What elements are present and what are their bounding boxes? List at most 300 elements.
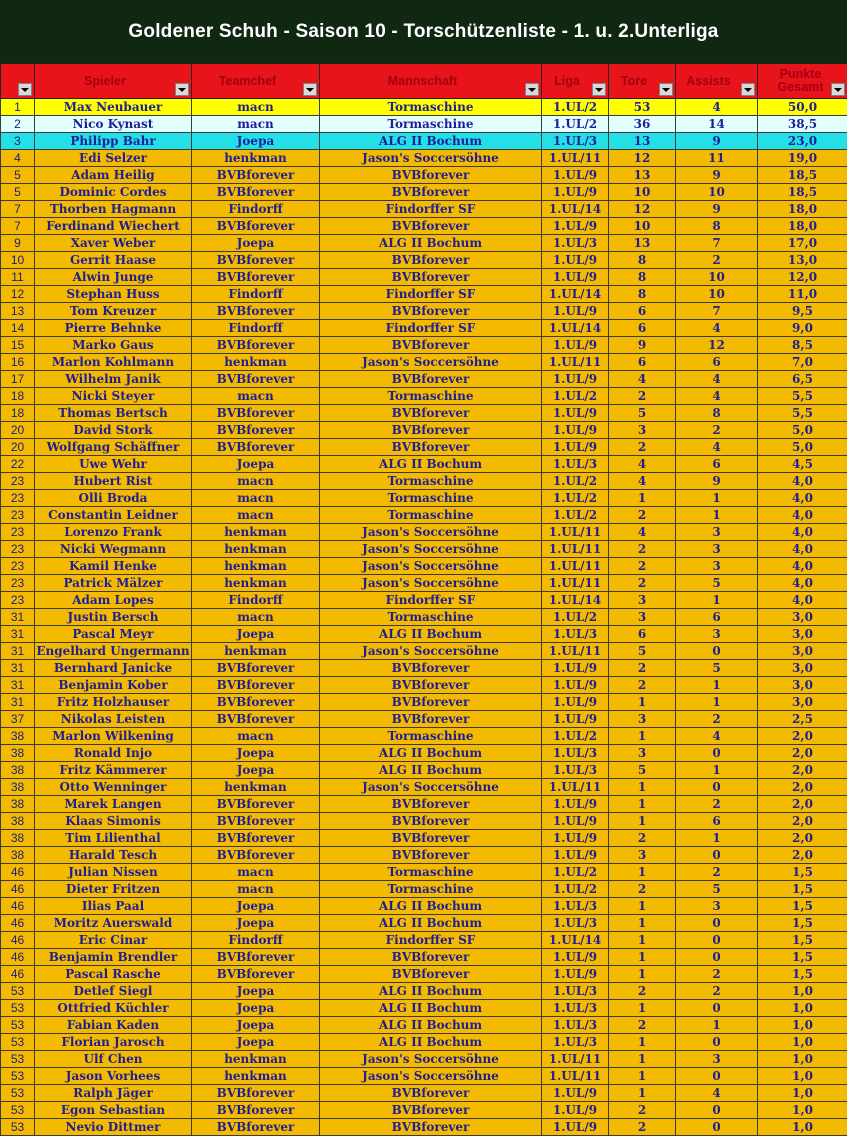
cell-rank[interactable]: 46 bbox=[1, 932, 35, 949]
cell-rank[interactable]: 38 bbox=[1, 813, 35, 830]
cell-points[interactable]: 2,0 bbox=[758, 728, 847, 745]
cell-league[interactable]: 1.UL/2 bbox=[542, 473, 609, 490]
cell-team[interactable]: Tormaschine bbox=[320, 116, 542, 133]
cell-player[interactable]: Ilias Paal bbox=[35, 898, 192, 915]
cell-player[interactable]: Nicki Steyer bbox=[35, 388, 192, 405]
cell-assists[interactable]: 10 bbox=[676, 269, 758, 286]
cell-team[interactable]: BVBforever bbox=[320, 252, 542, 269]
cell-player[interactable]: David Stork bbox=[35, 422, 192, 439]
cell-player[interactable]: Pierre Behnke bbox=[35, 320, 192, 337]
cell-points[interactable]: 4,0 bbox=[758, 558, 847, 575]
cell-assists[interactable]: 0 bbox=[676, 915, 758, 932]
cell-points[interactable]: 5,0 bbox=[758, 422, 847, 439]
cell-player[interactable]: Fabian Kaden bbox=[35, 1017, 192, 1034]
cell-team[interactable]: Findorffer SF bbox=[320, 201, 542, 218]
cell-assists[interactable]: 0 bbox=[676, 1034, 758, 1051]
cell-rank[interactable]: 23 bbox=[1, 592, 35, 609]
cell-points[interactable]: 1,5 bbox=[758, 932, 847, 949]
cell-points[interactable]: 1,5 bbox=[758, 966, 847, 983]
cell-player[interactable]: Kamil Henke bbox=[35, 558, 192, 575]
cell-player[interactable]: Ronald Injo bbox=[35, 745, 192, 762]
cell-team[interactable]: BVBforever bbox=[320, 1102, 542, 1119]
cell-coach[interactable]: Joepa bbox=[192, 456, 320, 473]
cell-league[interactable]: 1.UL/14 bbox=[542, 286, 609, 303]
cell-coach[interactable]: BVBforever bbox=[192, 1102, 320, 1119]
cell-goals[interactable]: 2 bbox=[609, 541, 676, 558]
cell-coach[interactable]: Joepa bbox=[192, 235, 320, 252]
cell-assists[interactable]: 0 bbox=[676, 779, 758, 796]
cell-league[interactable]: 1.UL/3 bbox=[542, 745, 609, 762]
cell-coach[interactable]: BVBforever bbox=[192, 949, 320, 966]
cell-assists[interactable]: 3 bbox=[676, 558, 758, 575]
cell-goals[interactable]: 5 bbox=[609, 762, 676, 779]
cell-points[interactable]: 7,0 bbox=[758, 354, 847, 371]
filter-dropdown-icon[interactable] bbox=[592, 83, 606, 96]
cell-rank[interactable]: 1 bbox=[1, 99, 35, 116]
cell-team[interactable]: Jason's Soccersöhne bbox=[320, 541, 542, 558]
cell-assists[interactable]: 6 bbox=[676, 609, 758, 626]
cell-player[interactable]: Stephan Huss bbox=[35, 286, 192, 303]
cell-goals[interactable]: 1 bbox=[609, 864, 676, 881]
cell-player[interactable]: Xaver Weber bbox=[35, 235, 192, 252]
cell-assists[interactable]: 3 bbox=[676, 524, 758, 541]
cell-points[interactable]: 2,0 bbox=[758, 813, 847, 830]
cell-player[interactable]: Florian Jarosch bbox=[35, 1034, 192, 1051]
cell-team[interactable]: ALG II Bochum bbox=[320, 456, 542, 473]
cell-team[interactable]: Jason's Soccersöhne bbox=[320, 524, 542, 541]
cell-points[interactable]: 1,5 bbox=[758, 881, 847, 898]
cell-league[interactable]: 1.UL/3 bbox=[542, 1034, 609, 1051]
cell-team[interactable]: BVBforever bbox=[320, 847, 542, 864]
cell-team[interactable]: BVBforever bbox=[320, 439, 542, 456]
cell-team[interactable]: BVBforever bbox=[320, 830, 542, 847]
cell-points[interactable]: 8,5 bbox=[758, 337, 847, 354]
cell-team[interactable]: ALG II Bochum bbox=[320, 133, 542, 150]
cell-goals[interactable]: 2 bbox=[609, 830, 676, 847]
cell-team[interactable]: Jason's Soccersöhne bbox=[320, 643, 542, 660]
cell-assists[interactable]: 6 bbox=[676, 354, 758, 371]
cell-team[interactable]: Tormaschine bbox=[320, 728, 542, 745]
cell-team[interactable]: Tormaschine bbox=[320, 388, 542, 405]
cell-goals[interactable]: 6 bbox=[609, 303, 676, 320]
cell-coach[interactable]: BVBforever bbox=[192, 711, 320, 728]
cell-rank[interactable]: 9 bbox=[1, 235, 35, 252]
cell-assists[interactable]: 8 bbox=[676, 405, 758, 422]
cell-points[interactable]: 23,0 bbox=[758, 133, 847, 150]
cell-goals[interactable]: 6 bbox=[609, 320, 676, 337]
cell-goals[interactable]: 1 bbox=[609, 898, 676, 915]
cell-goals[interactable]: 12 bbox=[609, 201, 676, 218]
cell-league[interactable]: 1.UL/9 bbox=[542, 677, 609, 694]
cell-league[interactable]: 1.UL/2 bbox=[542, 99, 609, 116]
cell-points[interactable]: 38,5 bbox=[758, 116, 847, 133]
cell-team[interactable]: Tormaschine bbox=[320, 864, 542, 881]
cell-goals[interactable]: 6 bbox=[609, 354, 676, 371]
cell-player[interactable]: Justin Bersch bbox=[35, 609, 192, 626]
cell-assists[interactable]: 14 bbox=[676, 116, 758, 133]
cell-team[interactable]: BVBforever bbox=[320, 184, 542, 201]
cell-goals[interactable]: 8 bbox=[609, 269, 676, 286]
cell-rank[interactable]: 10 bbox=[1, 252, 35, 269]
cell-coach[interactable]: macn bbox=[192, 728, 320, 745]
cell-coach[interactable]: macn bbox=[192, 609, 320, 626]
cell-team[interactable]: BVBforever bbox=[320, 218, 542, 235]
cell-team[interactable]: ALG II Bochum bbox=[320, 1034, 542, 1051]
cell-rank[interactable]: 53 bbox=[1, 1068, 35, 1085]
cell-league[interactable]: 1.UL/14 bbox=[542, 201, 609, 218]
cell-points[interactable]: 2,0 bbox=[758, 796, 847, 813]
cell-goals[interactable]: 3 bbox=[609, 745, 676, 762]
filter-dropdown-icon[interactable] bbox=[525, 83, 539, 96]
cell-player[interactable]: Ottfried Küchler bbox=[35, 1000, 192, 1017]
cell-points[interactable]: 1,0 bbox=[758, 1068, 847, 1085]
cell-coach[interactable]: macn bbox=[192, 388, 320, 405]
cell-assists[interactable]: 8 bbox=[676, 218, 758, 235]
cell-rank[interactable]: 31 bbox=[1, 626, 35, 643]
cell-player[interactable]: Fritz Kämmerer bbox=[35, 762, 192, 779]
cell-assists[interactable]: 3 bbox=[676, 1051, 758, 1068]
cell-league[interactable]: 1.UL/9 bbox=[542, 337, 609, 354]
cell-goals[interactable]: 53 bbox=[609, 99, 676, 116]
cell-league[interactable]: 1.UL/11 bbox=[542, 558, 609, 575]
cell-rank[interactable]: 31 bbox=[1, 694, 35, 711]
cell-coach[interactable]: Joepa bbox=[192, 1034, 320, 1051]
cell-points[interactable]: 18,5 bbox=[758, 184, 847, 201]
cell-player[interactable]: Marko Gaus bbox=[35, 337, 192, 354]
cell-player[interactable]: Ulf Chen bbox=[35, 1051, 192, 1068]
cell-rank[interactable]: 23 bbox=[1, 473, 35, 490]
cell-team[interactable]: Jason's Soccersöhne bbox=[320, 1051, 542, 1068]
cell-assists[interactable]: 4 bbox=[676, 99, 758, 116]
cell-league[interactable]: 1.UL/9 bbox=[542, 949, 609, 966]
cell-team[interactable]: BVBforever bbox=[320, 1119, 542, 1136]
cell-league[interactable]: 1.UL/9 bbox=[542, 847, 609, 864]
cell-team[interactable]: BVBforever bbox=[320, 1085, 542, 1102]
filter-dropdown-icon[interactable] bbox=[175, 83, 189, 96]
cell-points[interactable]: 5,0 bbox=[758, 439, 847, 456]
cell-coach[interactable]: BVBforever bbox=[192, 660, 320, 677]
cell-team[interactable]: ALG II Bochum bbox=[320, 235, 542, 252]
cell-points[interactable]: 1,0 bbox=[758, 983, 847, 1000]
cell-goals[interactable]: 4 bbox=[609, 473, 676, 490]
cell-player[interactable]: Bernhard Janicke bbox=[35, 660, 192, 677]
cell-goals[interactable]: 1 bbox=[609, 779, 676, 796]
cell-league[interactable]: 1.UL/9 bbox=[542, 1102, 609, 1119]
cell-assists[interactable]: 1 bbox=[676, 677, 758, 694]
cell-team[interactable]: Jason's Soccersöhne bbox=[320, 779, 542, 796]
cell-league[interactable]: 1.UL/3 bbox=[542, 898, 609, 915]
cell-player[interactable]: Julian Nissen bbox=[35, 864, 192, 881]
cell-rank[interactable]: 46 bbox=[1, 881, 35, 898]
cell-goals[interactable]: 2 bbox=[609, 575, 676, 592]
cell-rank[interactable]: 18 bbox=[1, 388, 35, 405]
cell-league[interactable]: 1.UL/11 bbox=[542, 1068, 609, 1085]
cell-rank[interactable]: 46 bbox=[1, 966, 35, 983]
cell-coach[interactable]: BVBforever bbox=[192, 813, 320, 830]
cell-league[interactable]: 1.UL/9 bbox=[542, 252, 609, 269]
cell-points[interactable]: 3,0 bbox=[758, 660, 847, 677]
cell-points[interactable]: 1,5 bbox=[758, 864, 847, 881]
cell-assists[interactable]: 0 bbox=[676, 1102, 758, 1119]
cell-coach[interactable]: Joepa bbox=[192, 1017, 320, 1034]
cell-rank[interactable]: 31 bbox=[1, 643, 35, 660]
cell-league[interactable]: 1.UL/9 bbox=[542, 184, 609, 201]
cell-rank[interactable]: 31 bbox=[1, 677, 35, 694]
cell-league[interactable]: 1.UL/2 bbox=[542, 507, 609, 524]
cell-rank[interactable]: 15 bbox=[1, 337, 35, 354]
cell-team[interactable]: BVBforever bbox=[320, 796, 542, 813]
cell-goals[interactable]: 1 bbox=[609, 1000, 676, 1017]
cell-league[interactable]: 1.UL/9 bbox=[542, 830, 609, 847]
cell-rank[interactable]: 13 bbox=[1, 303, 35, 320]
cell-assists[interactable]: 0 bbox=[676, 643, 758, 660]
cell-assists[interactable]: 3 bbox=[676, 541, 758, 558]
filter-dropdown-icon[interactable] bbox=[741, 83, 755, 96]
cell-player[interactable]: Adam Lopes bbox=[35, 592, 192, 609]
cell-player[interactable]: Adam Heilig bbox=[35, 167, 192, 184]
cell-assists[interactable]: 1 bbox=[676, 762, 758, 779]
cell-player[interactable]: Marek Langen bbox=[35, 796, 192, 813]
cell-rank[interactable]: 46 bbox=[1, 949, 35, 966]
cell-rank[interactable]: 23 bbox=[1, 541, 35, 558]
cell-team[interactable]: Tormaschine bbox=[320, 99, 542, 116]
cell-goals[interactable]: 2 bbox=[609, 1102, 676, 1119]
cell-team[interactable]: BVBforever bbox=[320, 167, 542, 184]
cell-league[interactable]: 1.UL/2 bbox=[542, 864, 609, 881]
cell-player[interactable]: Eric Cinar bbox=[35, 932, 192, 949]
cell-league[interactable]: 1.UL/9 bbox=[542, 405, 609, 422]
cell-goals[interactable]: 1 bbox=[609, 1085, 676, 1102]
cell-rank[interactable]: 20 bbox=[1, 422, 35, 439]
cell-assists[interactable]: 2 bbox=[676, 711, 758, 728]
cell-rank[interactable]: 53 bbox=[1, 1119, 35, 1136]
cell-rank[interactable]: 38 bbox=[1, 830, 35, 847]
cell-rank[interactable]: 16 bbox=[1, 354, 35, 371]
cell-points[interactable]: 9,0 bbox=[758, 320, 847, 337]
cell-team[interactable]: BVBforever bbox=[320, 422, 542, 439]
cell-league[interactable]: 1.UL/3 bbox=[542, 133, 609, 150]
cell-rank[interactable]: 23 bbox=[1, 575, 35, 592]
cell-goals[interactable]: 1 bbox=[609, 949, 676, 966]
cell-coach[interactable]: henkman bbox=[192, 541, 320, 558]
cell-assists[interactable]: 9 bbox=[676, 473, 758, 490]
cell-coach[interactable]: macn bbox=[192, 116, 320, 133]
cell-coach[interactable]: macn bbox=[192, 881, 320, 898]
cell-coach[interactable]: BVBforever bbox=[192, 252, 320, 269]
cell-team[interactable]: Findorffer SF bbox=[320, 286, 542, 303]
cell-league[interactable]: 1.UL/3 bbox=[542, 1000, 609, 1017]
cell-assists[interactable]: 4 bbox=[676, 320, 758, 337]
cell-coach[interactable]: Findorff bbox=[192, 286, 320, 303]
cell-goals[interactable]: 12 bbox=[609, 150, 676, 167]
cell-player[interactable]: Egon Sebastian bbox=[35, 1102, 192, 1119]
cell-points[interactable]: 2,0 bbox=[758, 830, 847, 847]
cell-assists[interactable]: 3 bbox=[676, 626, 758, 643]
cell-assists[interactable]: 4 bbox=[676, 728, 758, 745]
cell-team[interactable]: BVBforever bbox=[320, 303, 542, 320]
cell-coach[interactable]: henkman bbox=[192, 1051, 320, 1068]
cell-team[interactable]: Jason's Soccersöhne bbox=[320, 558, 542, 575]
cell-team[interactable]: ALG II Bochum bbox=[320, 762, 542, 779]
cell-points[interactable]: 50,0 bbox=[758, 99, 847, 116]
cell-points[interactable]: 18,0 bbox=[758, 201, 847, 218]
cell-league[interactable]: 1.UL/3 bbox=[542, 626, 609, 643]
cell-rank[interactable]: 46 bbox=[1, 915, 35, 932]
cell-rank[interactable]: 14 bbox=[1, 320, 35, 337]
cell-league[interactable]: 1.UL/9 bbox=[542, 796, 609, 813]
cell-rank[interactable]: 22 bbox=[1, 456, 35, 473]
cell-league[interactable]: 1.UL/11 bbox=[542, 150, 609, 167]
cell-coach[interactable]: macn bbox=[192, 99, 320, 116]
cell-assists[interactable]: 7 bbox=[676, 235, 758, 252]
cell-team[interactable]: Tormaschine bbox=[320, 881, 542, 898]
cell-coach[interactable]: BVBforever bbox=[192, 830, 320, 847]
cell-league[interactable]: 1.UL/9 bbox=[542, 966, 609, 983]
cell-points[interactable]: 12,0 bbox=[758, 269, 847, 286]
cell-points[interactable]: 4,0 bbox=[758, 575, 847, 592]
cell-goals[interactable]: 8 bbox=[609, 286, 676, 303]
cell-assists[interactable]: 11 bbox=[676, 150, 758, 167]
cell-assists[interactable]: 1 bbox=[676, 1017, 758, 1034]
cell-team[interactable]: BVBforever bbox=[320, 813, 542, 830]
cell-coach[interactable]: henkman bbox=[192, 575, 320, 592]
cell-points[interactable]: 3,0 bbox=[758, 643, 847, 660]
cell-points[interactable]: 11,0 bbox=[758, 286, 847, 303]
cell-coach[interactable]: Joepa bbox=[192, 1000, 320, 1017]
cell-assists[interactable]: 12 bbox=[676, 337, 758, 354]
filter-dropdown-icon[interactable] bbox=[18, 83, 32, 96]
cell-team[interactable]: BVBforever bbox=[320, 694, 542, 711]
cell-goals[interactable]: 2 bbox=[609, 677, 676, 694]
cell-goals[interactable]: 4 bbox=[609, 456, 676, 473]
cell-team[interactable]: Tormaschine bbox=[320, 507, 542, 524]
cell-coach[interactable]: BVBforever bbox=[192, 677, 320, 694]
cell-points[interactable]: 4,0 bbox=[758, 541, 847, 558]
cell-player[interactable]: Wolfgang Schäffner bbox=[35, 439, 192, 456]
cell-team[interactable]: ALG II Bochum bbox=[320, 1000, 542, 1017]
cell-rank[interactable]: 5 bbox=[1, 184, 35, 201]
cell-league[interactable]: 1.UL/9 bbox=[542, 660, 609, 677]
cell-team[interactable]: BVBforever bbox=[320, 711, 542, 728]
cell-coach[interactable]: BVBforever bbox=[192, 694, 320, 711]
cell-league[interactable]: 1.UL/11 bbox=[542, 354, 609, 371]
cell-assists[interactable]: 9 bbox=[676, 133, 758, 150]
cell-player[interactable]: Philipp Bahr bbox=[35, 133, 192, 150]
cell-rank[interactable]: 38 bbox=[1, 796, 35, 813]
cell-team[interactable]: BVBforever bbox=[320, 371, 542, 388]
cell-coach[interactable]: macn bbox=[192, 864, 320, 881]
cell-goals[interactable]: 2 bbox=[609, 558, 676, 575]
cell-coach[interactable]: Joepa bbox=[192, 762, 320, 779]
cell-player[interactable]: Tim Lilienthal bbox=[35, 830, 192, 847]
cell-player[interactable]: Thomas Bertsch bbox=[35, 405, 192, 422]
cell-points[interactable]: 1,0 bbox=[758, 1102, 847, 1119]
cell-player[interactable]: Nico Kynast bbox=[35, 116, 192, 133]
cell-rank[interactable]: 37 bbox=[1, 711, 35, 728]
cell-player[interactable]: Nevio Dittmer bbox=[35, 1119, 192, 1136]
cell-team[interactable]: Findorffer SF bbox=[320, 932, 542, 949]
cell-player[interactable]: Constantin Leidner bbox=[35, 507, 192, 524]
cell-goals[interactable]: 6 bbox=[609, 626, 676, 643]
cell-team[interactable]: ALG II Bochum bbox=[320, 898, 542, 915]
cell-player[interactable]: Benjamin Kober bbox=[35, 677, 192, 694]
cell-player[interactable]: Patrick Mälzer bbox=[35, 575, 192, 592]
cell-league[interactable]: 1.UL/9 bbox=[542, 711, 609, 728]
cell-player[interactable]: Thorben Hagmann bbox=[35, 201, 192, 218]
cell-player[interactable]: Olli Broda bbox=[35, 490, 192, 507]
filter-dropdown-icon[interactable] bbox=[303, 83, 317, 96]
cell-player[interactable]: Harald Tesch bbox=[35, 847, 192, 864]
cell-coach[interactable]: Joepa bbox=[192, 915, 320, 932]
cell-coach[interactable]: Findorff bbox=[192, 201, 320, 218]
cell-goals[interactable]: 13 bbox=[609, 167, 676, 184]
cell-league[interactable]: 1.UL/9 bbox=[542, 218, 609, 235]
cell-assists[interactable]: 0 bbox=[676, 949, 758, 966]
cell-coach[interactable]: Joepa bbox=[192, 626, 320, 643]
cell-league[interactable]: 1.UL/14 bbox=[542, 592, 609, 609]
filter-dropdown-icon[interactable] bbox=[831, 83, 845, 96]
cell-assists[interactable]: 4 bbox=[676, 439, 758, 456]
cell-rank[interactable]: 11 bbox=[1, 269, 35, 286]
cell-league[interactable]: 1.UL/2 bbox=[542, 388, 609, 405]
cell-assists[interactable]: 1 bbox=[676, 830, 758, 847]
cell-coach[interactable]: BVBforever bbox=[192, 439, 320, 456]
cell-coach[interactable]: BVBforever bbox=[192, 1119, 320, 1136]
cell-player[interactable]: Tom Kreuzer bbox=[35, 303, 192, 320]
cell-league[interactable]: 1.UL/14 bbox=[542, 932, 609, 949]
cell-league[interactable]: 1.UL/3 bbox=[542, 915, 609, 932]
cell-goals[interactable]: 5 bbox=[609, 643, 676, 660]
cell-points[interactable]: 5,5 bbox=[758, 388, 847, 405]
cell-coach[interactable]: BVBforever bbox=[192, 218, 320, 235]
cell-assists[interactable]: 2 bbox=[676, 422, 758, 439]
cell-player[interactable]: Wilhelm Janik bbox=[35, 371, 192, 388]
cell-coach[interactable]: Findorff bbox=[192, 320, 320, 337]
cell-coach[interactable]: BVBforever bbox=[192, 405, 320, 422]
cell-league[interactable]: 1.UL/9 bbox=[542, 303, 609, 320]
cell-league[interactable]: 1.UL/9 bbox=[542, 813, 609, 830]
cell-player[interactable]: Benjamin Brendler bbox=[35, 949, 192, 966]
cell-goals[interactable]: 9 bbox=[609, 337, 676, 354]
cell-assists[interactable]: 5 bbox=[676, 881, 758, 898]
cell-rank[interactable]: 31 bbox=[1, 609, 35, 626]
cell-points[interactable]: 3,0 bbox=[758, 626, 847, 643]
cell-goals[interactable]: 3 bbox=[609, 422, 676, 439]
cell-points[interactable]: 6,5 bbox=[758, 371, 847, 388]
cell-rank[interactable]: 17 bbox=[1, 371, 35, 388]
cell-team[interactable]: BVBforever bbox=[320, 660, 542, 677]
cell-goals[interactable]: 2 bbox=[609, 983, 676, 1000]
cell-points[interactable]: 2,0 bbox=[758, 847, 847, 864]
cell-assists[interactable]: 0 bbox=[676, 932, 758, 949]
cell-coach[interactable]: macn bbox=[192, 507, 320, 524]
cell-goals[interactable]: 4 bbox=[609, 524, 676, 541]
cell-coach[interactable]: Joepa bbox=[192, 983, 320, 1000]
cell-team[interactable]: Tormaschine bbox=[320, 490, 542, 507]
cell-goals[interactable]: 1 bbox=[609, 966, 676, 983]
cell-points[interactable]: 9,5 bbox=[758, 303, 847, 320]
cell-league[interactable]: 1.UL/3 bbox=[542, 235, 609, 252]
cell-goals[interactable]: 4 bbox=[609, 371, 676, 388]
cell-player[interactable]: Dieter Fritzen bbox=[35, 881, 192, 898]
cell-player[interactable]: Max Neubauer bbox=[35, 99, 192, 116]
cell-assists[interactable]: 4 bbox=[676, 388, 758, 405]
cell-coach[interactable]: henkman bbox=[192, 558, 320, 575]
cell-goals[interactable]: 3 bbox=[609, 592, 676, 609]
cell-rank[interactable]: 3 bbox=[1, 133, 35, 150]
cell-coach[interactable]: Findorff bbox=[192, 592, 320, 609]
cell-rank[interactable]: 23 bbox=[1, 490, 35, 507]
